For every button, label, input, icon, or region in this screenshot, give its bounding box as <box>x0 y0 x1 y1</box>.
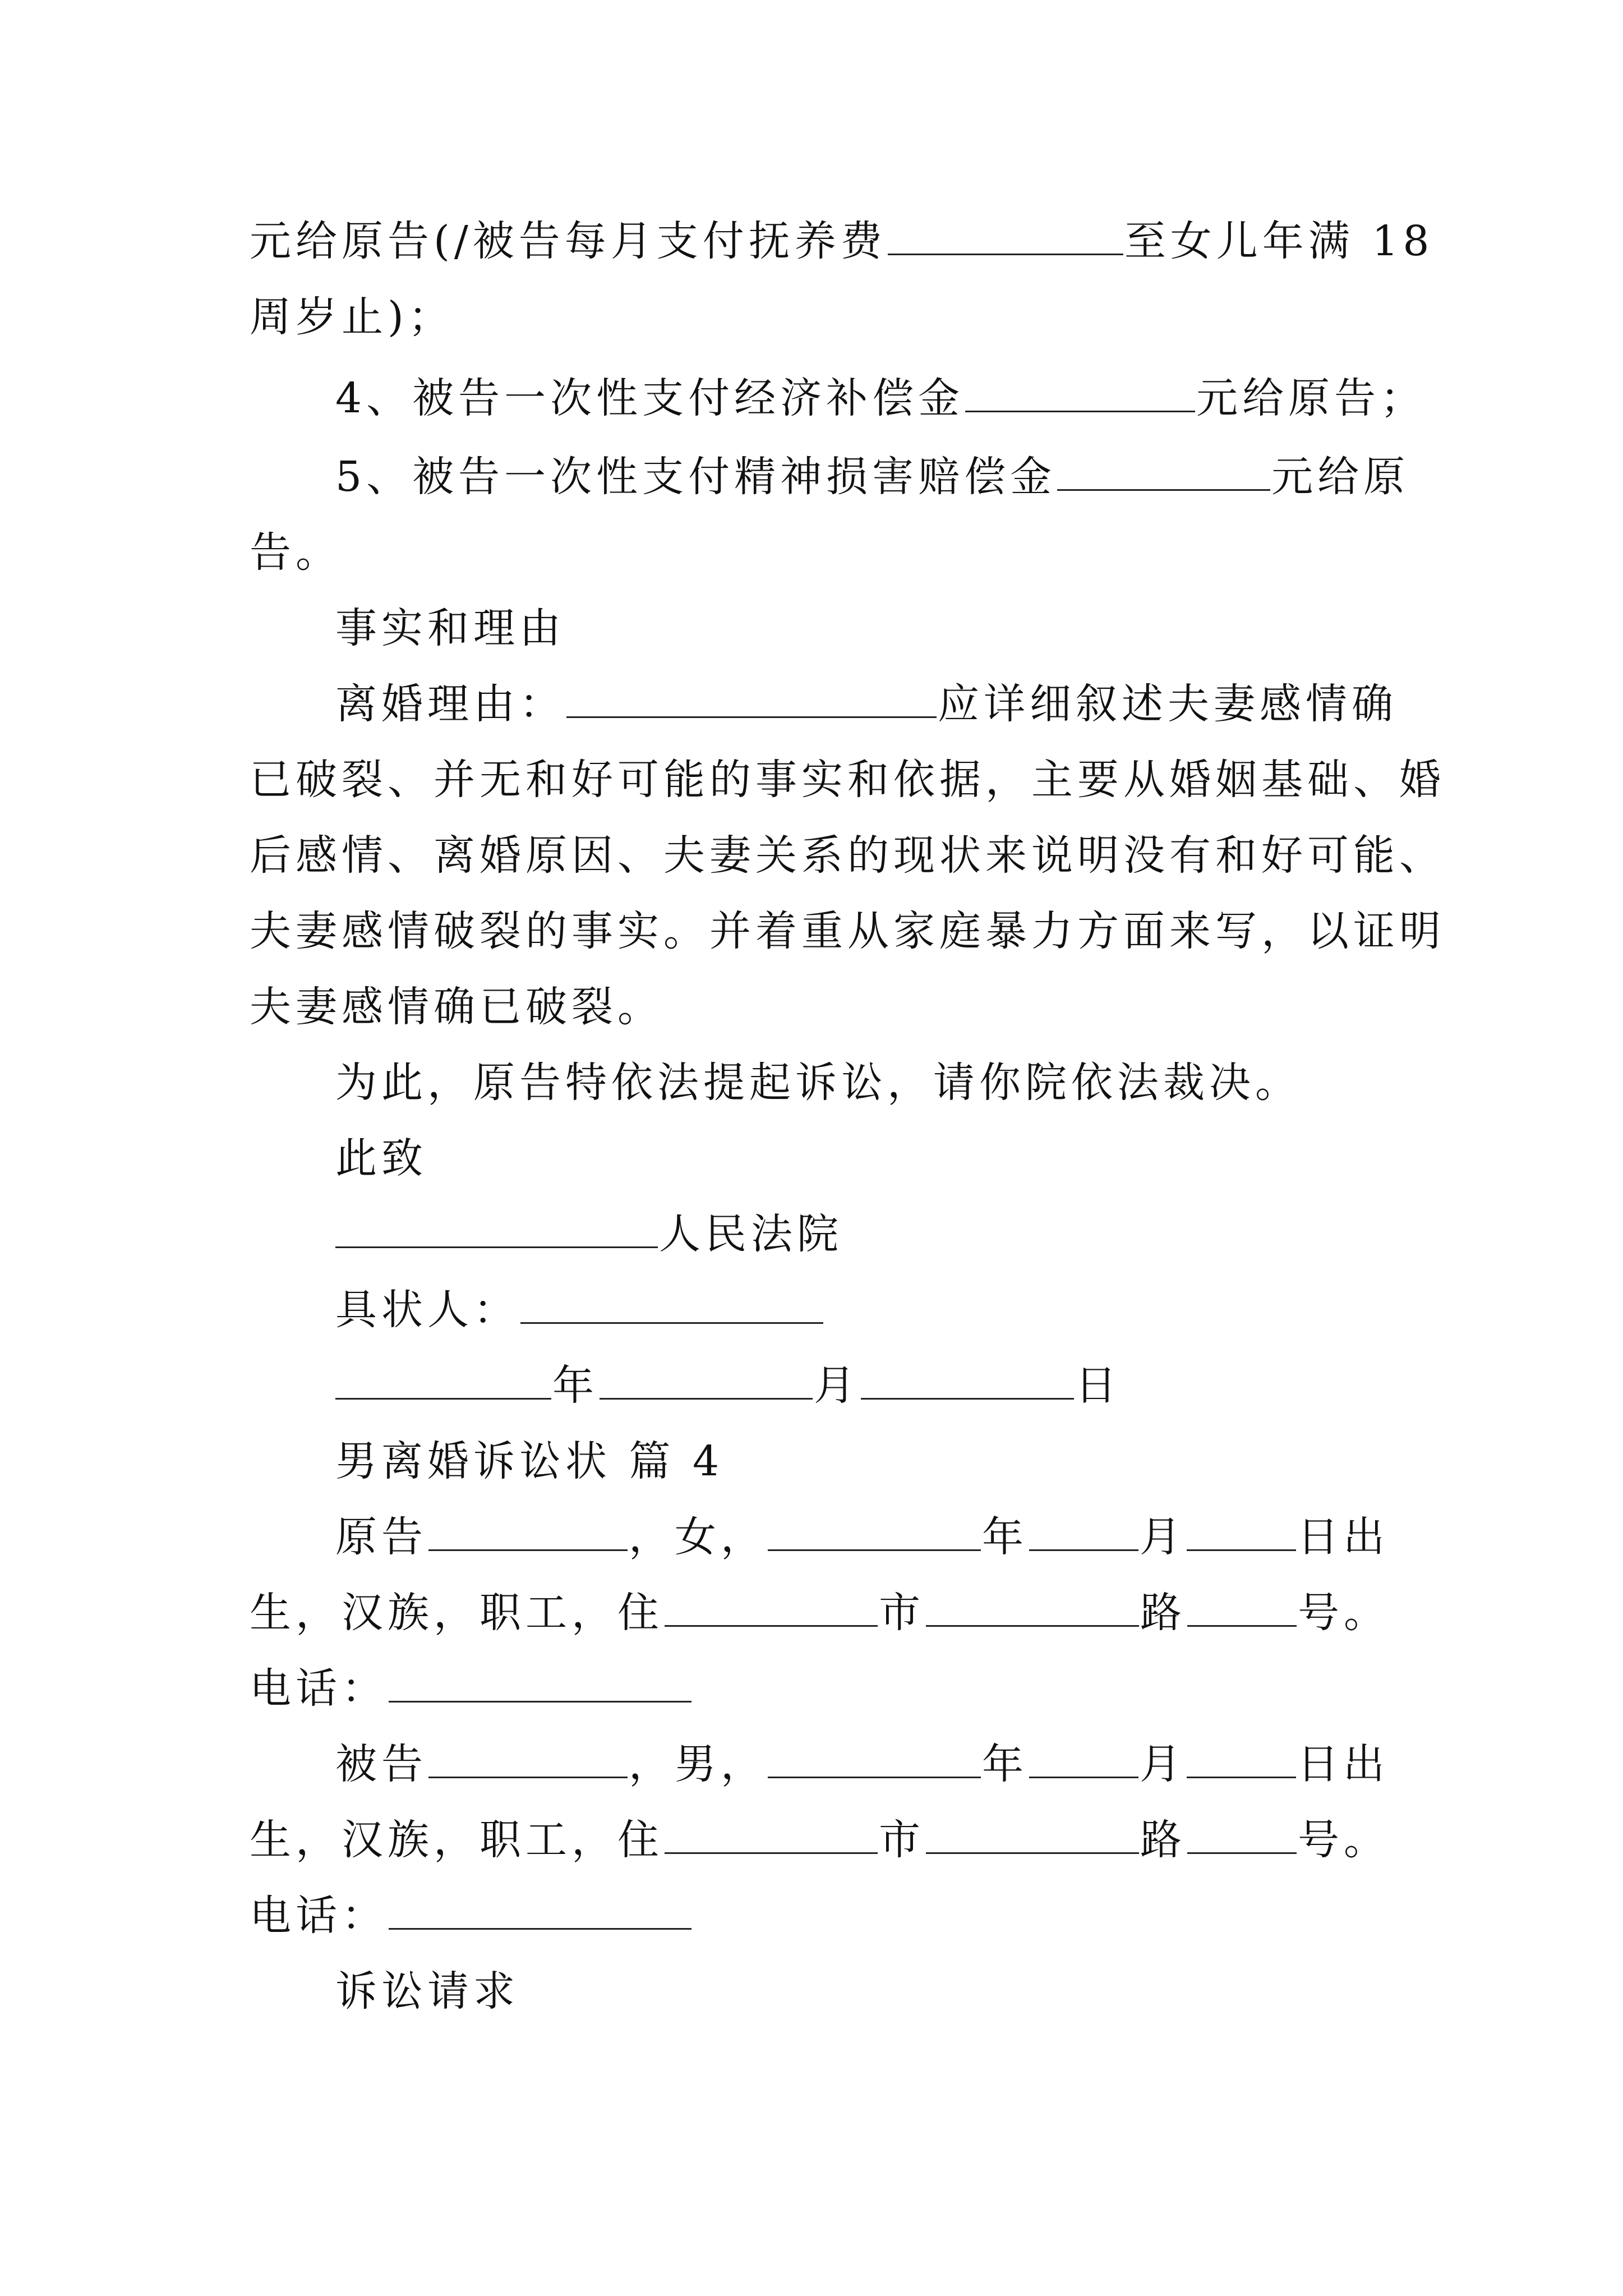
text-line <box>250 979 663 1035</box>
fill-blank <box>389 1894 691 1930</box>
fill-blank <box>520 1289 823 1324</box>
fill-blank <box>389 1667 691 1703</box>
fill-blank <box>1029 1516 1138 1551</box>
text-line <box>250 213 1434 269</box>
fill-blank <box>888 220 1123 255</box>
text-segment: 生，汉族，职工，住 <box>250 1816 663 1864</box>
text-segment: 月 <box>1140 1740 1186 1788</box>
text-segment: 日出 <box>1297 1513 1389 1561</box>
text-segment: ，女， <box>629 1513 767 1561</box>
text-segment: 夫妻感情破裂的事实。并着重从家庭暴力方面来写，以证明 <box>250 907 1445 955</box>
text-segment: 元给原告(/被告每月支付抚养费 <box>250 217 887 265</box>
text-line <box>250 827 1445 884</box>
text-line <box>335 370 1426 426</box>
text-line <box>250 1888 693 1944</box>
text-segment: 年 <box>552 1361 598 1410</box>
fill-blank <box>566 683 937 718</box>
text-segment: 周岁止)； <box>250 293 454 341</box>
fill-blank <box>1187 1743 1296 1778</box>
text-segment: 月 <box>1140 1513 1186 1561</box>
fill-blank <box>861 1364 1074 1400</box>
text-line <box>250 1812 1390 1868</box>
text-segment: 年 <box>982 1740 1028 1788</box>
text-line <box>335 676 1398 732</box>
text-segment: 应详细叙述夫妻感情确 <box>938 680 1398 728</box>
text-segment: 为此，原告特依法提起诉讼，请你院依法裁决。 <box>335 1059 1301 1107</box>
text-segment: 路 <box>1140 1589 1186 1637</box>
fill-blank <box>600 1364 813 1400</box>
fill-blank <box>926 1591 1139 1627</box>
fill-blank <box>965 377 1195 412</box>
text-segment: 男离婚诉讼状 篇 4 <box>335 1437 724 1485</box>
text-segment: 日 <box>1075 1361 1121 1410</box>
text-segment: 原告 <box>335 1513 427 1561</box>
fill-blank <box>1187 1516 1296 1551</box>
text-segment: 日出 <box>1297 1740 1389 1788</box>
text-segment: 此致 <box>335 1134 427 1182</box>
text-segment: 电话： <box>250 1892 388 1940</box>
fill-blank <box>1057 455 1270 491</box>
section-heading <box>335 600 565 656</box>
text-line <box>335 1130 427 1186</box>
fill-blank <box>1187 1591 1297 1627</box>
text-segment: 市 <box>879 1589 925 1637</box>
text-line <box>335 1055 1301 1111</box>
fill-blank <box>926 1819 1139 1854</box>
fill-blank <box>428 1743 628 1778</box>
text-line <box>250 289 454 345</box>
text-segment: 被告 <box>335 1740 427 1788</box>
text-line <box>250 752 1445 808</box>
text-segment: 告。 <box>250 528 342 577</box>
text-line <box>250 1660 693 1717</box>
fill-blank <box>665 1591 878 1627</box>
text-segment: 已破裂、并无和好可能的事实和依据，主要从婚姻基础、婚 <box>250 756 1445 804</box>
fill-blank <box>768 1743 981 1778</box>
text-segment: 电话： <box>250 1664 388 1713</box>
text-segment: 市 <box>879 1816 925 1864</box>
text-segment: 离婚理由： <box>335 680 565 728</box>
text-line <box>335 449 1409 505</box>
text-segment: 诉讼请求 <box>335 1967 519 2016</box>
section-heading <box>335 1433 723 1489</box>
text-segment: 后感情、离婚原因、夫妻关系的现状来说明没有和好可能、 <box>250 831 1445 880</box>
date-line <box>335 1358 1121 1414</box>
text-segment: 号。 <box>1298 1589 1390 1637</box>
text-segment: 月 <box>814 1361 860 1410</box>
text-segment: 夫妻感情确已破裂。 <box>250 983 663 1031</box>
text-segment: 年 <box>982 1513 1028 1561</box>
text-line <box>335 1509 1389 1565</box>
text-line <box>335 1736 1389 1792</box>
fill-blank <box>335 1213 658 1248</box>
text-segment: 事实和理由 <box>335 604 565 652</box>
text-line <box>335 1282 824 1338</box>
text-line <box>250 903 1445 959</box>
text-segment: 元给原告； <box>1196 374 1427 422</box>
text-segment: 人民法院 <box>659 1210 843 1258</box>
text-segment: 4、被告一次性支付经济补偿金 <box>335 374 965 422</box>
fill-blank <box>335 1364 551 1400</box>
text-segment: 号。 <box>1298 1816 1390 1864</box>
section-heading <box>335 1963 519 2019</box>
text-segment: 路 <box>1140 1816 1186 1864</box>
fill-blank <box>665 1819 878 1854</box>
text-segment: 至女儿年满 18 <box>1124 217 1434 265</box>
text-segment: ，男， <box>629 1740 767 1788</box>
text-segment: 生，汉族，职工，住 <box>250 1589 663 1637</box>
text-line <box>335 1206 843 1262</box>
text-segment: 具状人： <box>335 1286 519 1334</box>
text-segment: 5、被告一次性支付精神损害赔偿金 <box>335 453 1057 501</box>
text-segment: 元给原 <box>1271 453 1410 501</box>
text-line <box>250 1585 1390 1641</box>
fill-blank <box>768 1516 981 1551</box>
fill-blank <box>428 1516 628 1551</box>
fill-blank <box>1187 1819 1297 1854</box>
text-line <box>250 524 342 581</box>
fill-blank <box>1029 1743 1138 1778</box>
